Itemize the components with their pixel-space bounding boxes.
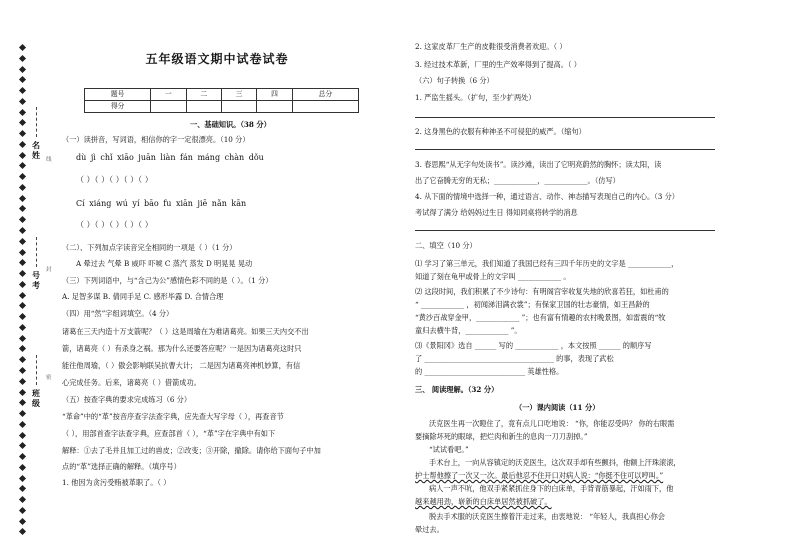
question-line: （二）、下列加点字读音完全相同的一项是（ ）（1 分） (62, 243, 237, 252)
fill-line: 童归去横牛背，____________ ”。 (415, 326, 522, 335)
score-table (84, 88, 359, 113)
question-line: 1. 他因为贪污受贿被革职了。（ ） (62, 478, 171, 487)
exam-title: 五年级语文期中试卷试卷 (145, 52, 289, 66)
question-line: 出了它奋腾无穷的无私；____________，____________。（仿写） (415, 176, 620, 185)
score-cell[interactable] (151, 101, 186, 113)
answer-rule[interactable] (415, 230, 715, 231)
score-row-label: 得分 (85, 101, 151, 113)
passage-line: 诸葛在三天内造十万支箭呢？（ ）这是周瑜在为难诸葛亮。如果三天内交不出 (62, 327, 309, 336)
passage-line: “试试看吧。” (429, 445, 469, 454)
passage-line: 沃克医生再一次瞪住了，竟有点儿口吃地说： “你，你能忍受吗？ 你的右眼需 (429, 419, 675, 428)
pinyin-line: dù jì chǐ xiāo juān liàn fán máng chàn dǒu (76, 153, 264, 162)
binding-label-number: 号 考 (32, 237, 40, 290)
binding-label-class: 班 级 (32, 355, 40, 408)
fill-line: “黄沙百战穿金甲，____________ ”；也有富有情趣的农村晚景图，如雷震的“牧 (415, 313, 666, 322)
binding-strip (8, 45, 56, 535)
pinyin-line: Cí xiáng wú yí bāo fu xiān jiē nǎn kān (76, 199, 247, 208)
question-line: 3. 经过技术革新，厂里的生产效率得到了提高。（ ） (415, 60, 581, 69)
score-cell[interactable] (257, 101, 292, 113)
question-line: 1. 严监生摇头。（扩句，至少扩两处） (415, 93, 536, 102)
question-line: （三）下列词语中，与“含己为公”感情色彩不同的是（ ）。（1 分） (62, 276, 273, 285)
binding-tag-secret: 密 (46, 375, 52, 381)
score-cell[interactable] (186, 101, 221, 113)
passage-line: 能往他周瑜，（ ）傲会影响联吴抗曹大计； 二是因为诸葛亮神机妙算，有信 (62, 361, 301, 370)
score-header-cell: 四 (257, 89, 292, 101)
passage-line-underlined: 越来越用劲，崭新的白床单居然被抓破了。 (415, 497, 552, 506)
score-cell[interactable] (292, 101, 358, 113)
fill-line: 的 ____________________________ 英雄性格。 (415, 367, 564, 376)
passage-line: 手术台上，一向从容镇定的沃克医生，这次双手却有些颤抖，他额上汗珠滚滚， (429, 458, 681, 467)
binding-dots (18, 45, 26, 535)
options-line: A. 足智多谋 B. 倩同手足 C. 感形毕露 D. 合情合理 (62, 292, 224, 301)
passage-line: 病人一声不吭，他双手紧紧抓住身下的白床单，手背青筋暴起，汗如雨下，他 (429, 484, 674, 493)
section-heading: 三、 阅读理解。（32 分） (415, 385, 499, 394)
score-cell[interactable] (221, 101, 256, 113)
score-header-cell: 一 (151, 89, 186, 101)
passage-line: 点的“革”选择正确的解释。（填序号） (62, 462, 181, 471)
passage-line: 箭，诸葛亮（ ）有杀身之祸。那为什么还要答应呢？一是因为诸葛亮这时只 (62, 344, 302, 353)
subsection-heading: （一）课内阅读（11 分） (515, 403, 600, 412)
passage-line: 解释：①去了毛并且加工过的兽皮；②改变；③开除，撤除。请你给下面句子中加 (62, 446, 321, 455)
question-line: 2. 这身黑色的衣服有种神圣不可侵犯的威严。（缩句） (415, 127, 586, 136)
options-line: 考试得了满分 给妈妈过生日 得知同桌将转学的消息 (415, 208, 578, 217)
section-heading: 一、基础知识。（38 分） (190, 120, 271, 129)
score-header-cell: 三 (221, 89, 256, 101)
passage-line: （ ），用部首查字法查字典，应查部首（ ），“革”字在字典中有如下 (62, 429, 276, 438)
question-line: （四）用“然”字组词填空。（4 分） (62, 309, 174, 318)
passage-line: “革命”中的“革”按音序查字法查字典，应先查大写字母（ ），再查音节 (62, 412, 284, 421)
score-header-cell: 总分 (292, 89, 358, 101)
score-header-cell: 二 (186, 89, 221, 101)
binding-tag-seal: 封 (46, 267, 52, 273)
fill-line: ⑵ 这段时间，我们积累了不少诗句：有明阁宫宰收复失地的欣喜若狂，如杜甫的 (415, 287, 669, 296)
score-table-header-row (85, 89, 359, 101)
score-table-row (85, 101, 359, 113)
left-column (62, 0, 372, 550)
section-heading: 二、填空（10 分） (415, 241, 477, 250)
fill-line: 知道了刻在龟甲或骨上的文字叫 ____________ 。 (415, 272, 571, 281)
answer-rule[interactable] (415, 117, 715, 118)
fill-line: ⑶《景阳冈》选自 ______ 写的 ____________ ，本文按照 ______ 的顺序写 (415, 341, 652, 350)
right-column (415, 0, 725, 550)
passage-line: 脱去手术服的沃克医生擦着汗走过来，由衷地说： “年轻人，我真担心你会 (429, 512, 665, 521)
fill-line: “ ____________ ，初闻涕泪满衣裳”；有保家卫国的壮志豪情，如王昌龄的 (415, 300, 650, 309)
fill-line: 了 ____________________________________ 的事，表现了武松 (415, 354, 614, 363)
passage-line: 晕过去。 (415, 525, 444, 534)
question-line: 4. 从下面的情境中选择一种，通过语言、动作、神态描写表现自己的内心。（3 分） (415, 192, 679, 201)
answer-blanks[interactable]: （ ）（ ）（ ）（ ）（ ） (76, 175, 153, 184)
passage-line: 要摘除坏死的眼球，把烂肉和新生的息肉一刀刀刮掉。” (415, 432, 588, 441)
question-line: 3. 春思熙“从无字句处读书”。读沙滩，读出了它明亮蔚然的胸怀；读太阳，读 (415, 160, 662, 169)
binding-label-name: 名 姓 (32, 107, 40, 160)
passage-line-underlined: 护士帮他擦了一次又一次。最后他忍不住开口对病人说：“你挺不住可以哼叫。” (415, 471, 664, 480)
question-line: 2. 这家皮革厂生产的皮鞋很受消费者欢迎。（ ） (415, 42, 567, 51)
score-header-cell: 题号 (85, 89, 151, 101)
binding-tag-line: 线 (46, 157, 52, 163)
question-line: （一）读拼音，写词语，相信你的字一定很漂亮。（10 分） (62, 135, 250, 144)
passage-line: 心完成任务。后来，诸葛亮（ ）借箭成功。 (62, 378, 201, 387)
answer-rule[interactable] (415, 149, 715, 150)
options-line: A 晕过去 气晕 B 威吓 吓唬 C 蒸汽 蒸发 D 明晃晃 晃动 (76, 259, 253, 268)
question-line: （五）按查字典的要求完成练习（6 分） (62, 395, 192, 404)
fill-line: ⑴ 学习了第三单元，我们知道了我国已经有三四千年历史的文字是 ____________， (415, 259, 679, 268)
section-heading: （六）句子转换（6 分） (415, 76, 494, 85)
answer-blanks[interactable]: （ ）（ ）（ ）（ ）（ ） (76, 220, 153, 229)
